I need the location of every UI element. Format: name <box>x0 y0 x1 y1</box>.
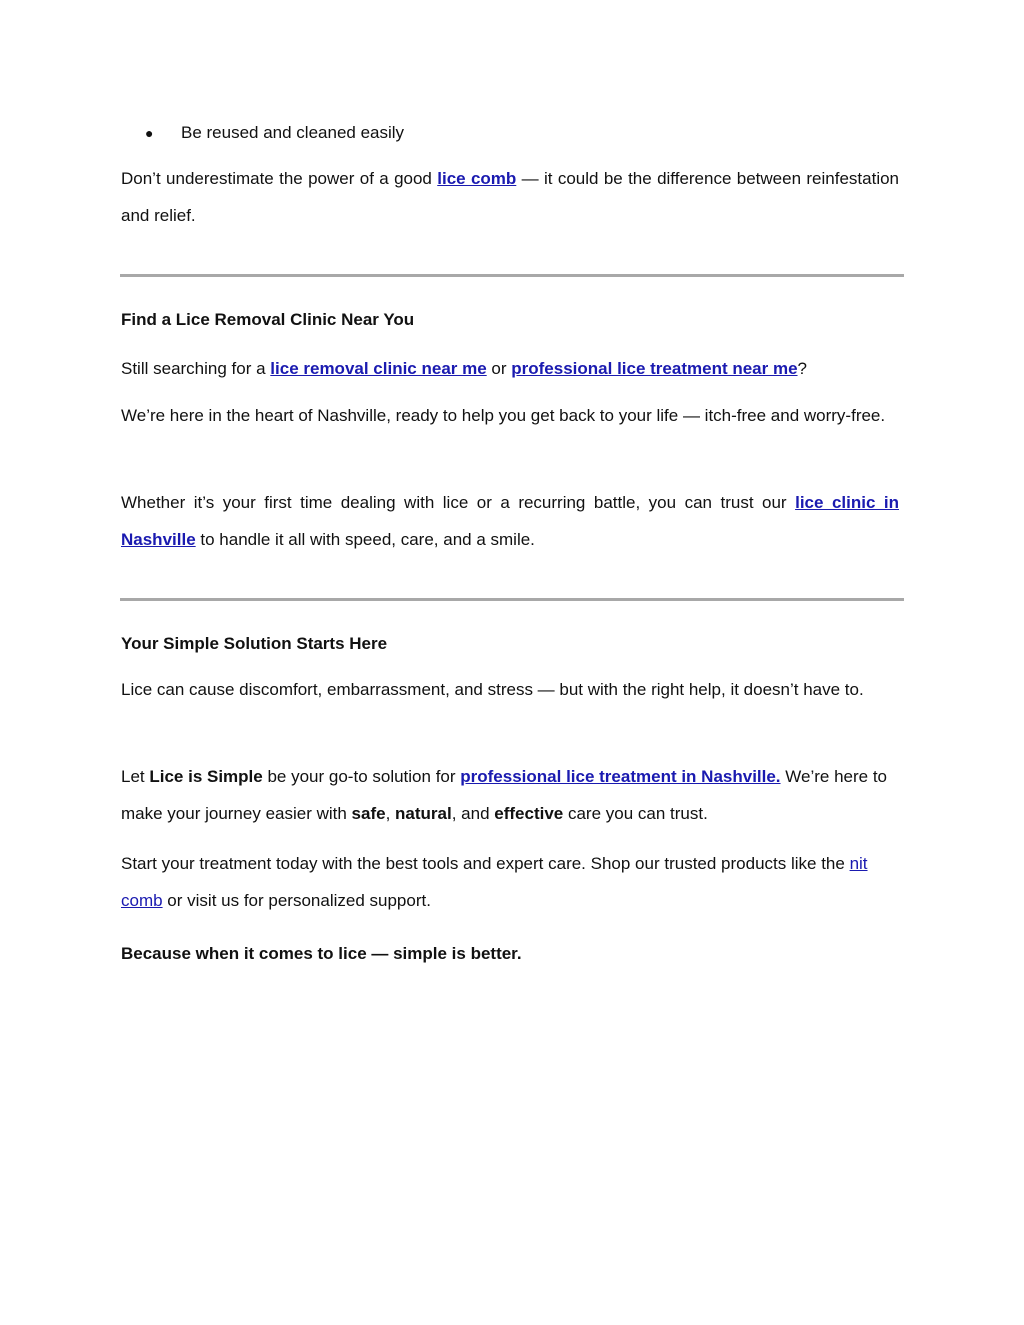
professional-lice-treatment-link[interactable]: professional lice treatment near me <box>511 359 798 378</box>
section-divider <box>120 598 904 601</box>
lice-is-simple-paragraph: Let Lice is Simple be your go-to solution for professional lice treatment in Nashville. We’re here to make your journey easier with safe, natural, and effective care you can trust. <box>121 767 888 823</box>
closing-statement: Because when it comes to lice — simple is better. <box>121 944 522 963</box>
bullet-list-item <box>145 114 404 152</box>
bullet-text: Be reused and cleaned easily <box>181 123 405 142</box>
clinic-section-heading: Find a Lice Removal Clinic Near You <box>121 310 415 329</box>
professional-lice-treatment-nashville-link[interactable]: professional lice treatment in Nashville. <box>460 767 781 786</box>
lice-clinic-nashville-link[interactable]: lice clinic in Nashville <box>121 493 899 549</box>
lice-removal-clinic-link[interactable]: lice removal clinic near me <box>270 359 487 378</box>
solution-section-heading: Your Simple Solution Starts Here <box>121 634 388 653</box>
lice-comb-paragraph: Don’t underestimate the power of a good lice comb — it could be the difference between reinfestation and relief. <box>121 169 899 225</box>
nashville-paragraph: We’re here in the heart of Nashville, ready to help you get back to your life — itch-free and worry-free. <box>121 406 886 425</box>
treatment-paragraph: Start your treatment today with the best tools and expert care. Shop our trusted products like the nit comb or visit us for personalized support. <box>121 854 868 910</box>
clinic-search-paragraph: Still searching for a lice removal clinic near me or professional lice treatment near me? <box>121 359 808 378</box>
nit-comb-link[interactable]: nit comb <box>121 854 868 910</box>
discomfort-paragraph: Lice can cause discomfort, embarrassment, and stress — but with the right help, it doesn’t have to. <box>121 680 864 699</box>
bullet-icon: ● <box>145 125 154 141</box>
brand-name: Lice is Simple <box>149 767 263 786</box>
trust-paragraph: Whether it’s your first time dealing with lice or a recurring battle, you can trust our lice clinic in Nashville to handle it all with speed, care, and a smile. <box>121 493 899 549</box>
lice-comb-link[interactable]: lice comb <box>437 169 517 188</box>
section-divider <box>120 274 904 277</box>
